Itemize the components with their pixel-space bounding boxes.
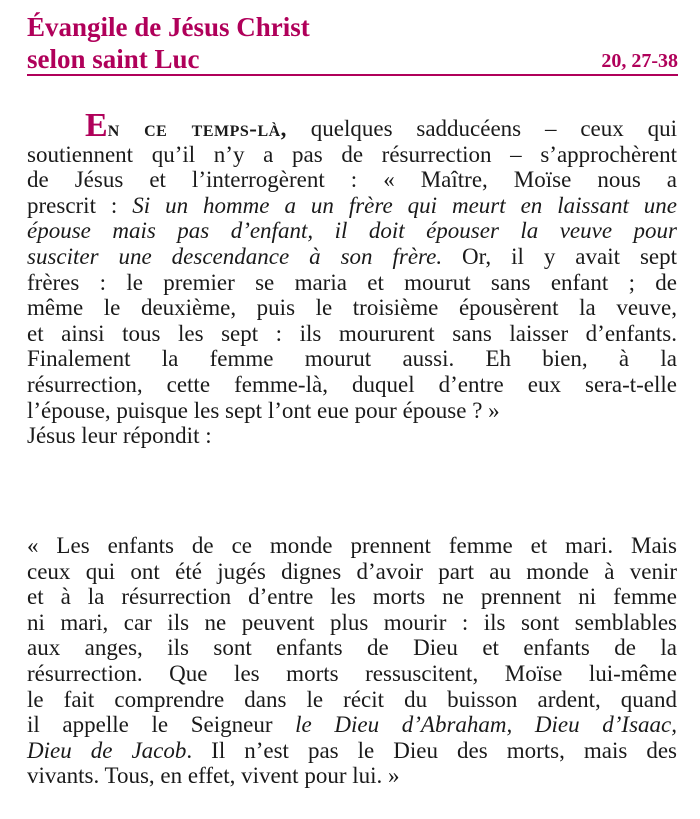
text-fragment: prescrit : [27, 192, 133, 218]
text-line: le fait comprendre dans le récit du buisson ardent, quand [27, 686, 677, 712]
scripture-quote: le Dieu d’Abraham, Dieu d’Isaac, [295, 712, 677, 738]
text-fragment: Or, il y avait sept [442, 243, 678, 269]
scripture-quote: épouse mais pas d’enfant, il doit épouser la veuve pour [27, 218, 677, 244]
narrative-paragraph [27, 107, 678, 449]
text-fragment: . Il n’est pas le Dieu des morts, mais des [186, 737, 677, 763]
text-line [27, 712, 677, 738]
text-fragment: il appelle le Seigneur [27, 712, 296, 738]
text-line: vivants. Tous, en effet, vivent pour lui. » [27, 763, 400, 789]
text-line [27, 193, 677, 219]
text-line [27, 218, 677, 244]
text-fragment: quelques sadducéens – ceux qui [286, 116, 677, 141]
text-line: Finalement la femme mourut aussi. Eh bien, à la [27, 346, 677, 372]
scripture-quote: susciter une descendance à son frère. [27, 243, 443, 269]
verse-reference: 20, 27-38 [601, 50, 678, 72]
text-line: soutiennent qu’il n’y a pas de résurrection – s’approchèrent [27, 141, 677, 167]
text-line [85, 107, 677, 144]
text-line: de Jésus et l’interrogèrent : « Maître, Moïse nous a [27, 167, 677, 193]
text-line: aux anges, ils sont enfants de Dieu et enfants de la [27, 635, 677, 661]
gospel-title: Évangile de Jésus Christ [27, 12, 310, 42]
text-line: et ainsi tous les sept : ils moururent sans laisser d’enfants. [27, 320, 677, 346]
text-line: frères : le premier se maria et mourut sans enfant ; de [27, 269, 677, 295]
text-line: et à la résurrection d’entre les morts ne prennent ni femme [27, 584, 677, 610]
scripture-quote: Si un homme a un frère qui meurt en laissant une [132, 192, 677, 218]
gospel-subtitle: selon saint Luc [27, 44, 200, 74]
drop-cap: E [85, 107, 108, 144]
text-line [27, 244, 677, 270]
text-line: résurrection. Que les morts ressuscitent, Moïse lui-même [27, 660, 677, 686]
scripture-quote: Dieu de Jacob [27, 737, 187, 763]
text-line: ceux qui ont été jugés dignes d’avoir part au monde à venir [27, 558, 677, 584]
opening-smallcaps: n ce temps-là, [107, 116, 287, 141]
text-line: même le deuxième, puis le troisième épousèrent la veuve, [27, 295, 677, 321]
text-line: Jésus leur répondit : [27, 423, 212, 449]
text-line: « Les enfants de ce monde prennent femme et mari. Mais [27, 533, 677, 558]
gospel-header [27, 8, 678, 76]
text-line [27, 738, 677, 764]
jesus-answer-paragraph [27, 533, 677, 789]
text-line: ni mari, car ils ne peuvent plus mourir : ils sont semblables [27, 609, 677, 635]
text-line: résurrection, cette femme-là, duquel d’entre eux sera-t-elle [27, 371, 677, 397]
text-line: l’épouse, puisque les sept l’ont eue pour épouse ? » [27, 397, 500, 423]
